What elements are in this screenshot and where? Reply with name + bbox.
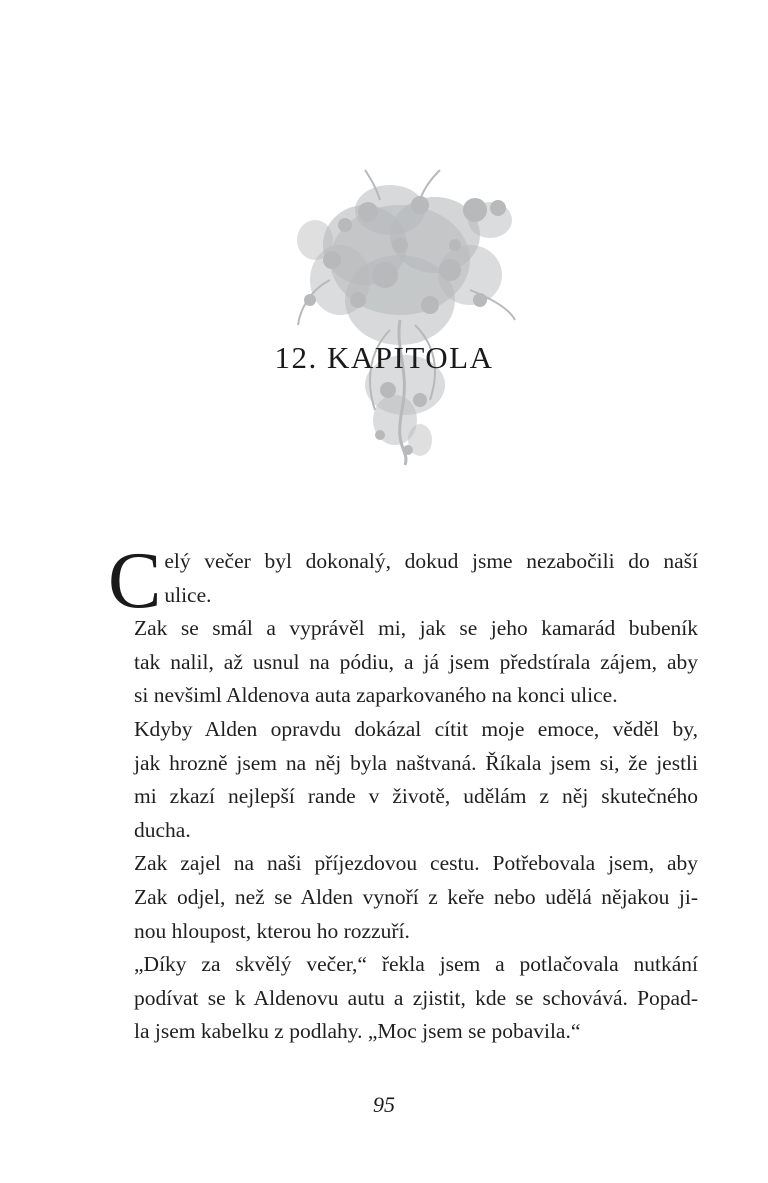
text-line: nou hloupost, kterou ho rozzuří. <box>134 918 410 943</box>
drop-cap: C <box>108 537 162 625</box>
paragraph-3 <box>110 713 698 847</box>
text-line: ulice. <box>164 582 212 607</box>
text-line: Zak zajel na naši příjezdovou cestu. Potřebovala jsem, aby <box>134 851 698 876</box>
page-number: 95 <box>373 1092 395 1117</box>
text-line: la jsem kabelku z podlahy. „Moc jsem se pobavila.“ <box>134 1019 581 1044</box>
text-line: Zak se smál a vyprávěl mi, jak se jeho kamarád bubeník <box>134 616 698 641</box>
text-line: elý večer byl dokonalý, dokud jsme nezabočili do naší <box>164 549 698 573</box>
paragraph-2 <box>110 612 698 713</box>
text-line: mi zkazí nejlepší rande v životě, udělám z něj skutečného <box>134 784 698 809</box>
chapter-heading <box>0 340 768 376</box>
chapter-number: 12. <box>274 340 318 375</box>
paragraph-4 <box>110 847 698 948</box>
text-line: ducha. <box>134 817 191 842</box>
text-line: podívat se k Aldenovu autu a zjistit, kde se schovává. Popad- <box>134 985 698 1010</box>
text-line: jak hrozně jsem na něj byla naštvaná. Říkala jsem si, že jestli <box>134 750 698 775</box>
paragraph-1 <box>108 537 698 625</box>
paragraph-5 <box>110 948 698 1049</box>
text-line: Kdyby Alden opravdu dokázal cítit moje emoce, věděl by, <box>134 716 698 741</box>
text-line: si nevšiml Aldenova auta zaparkovaného na konci ulice. <box>134 683 618 708</box>
text-line: tak nalil, až usnul na pódiu, a já jsem předstírala zájem, aby <box>134 649 698 674</box>
chapter-body-text <box>108 537 698 1049</box>
text-line: Zak odjel, než se Alden vynoří z keře nebo udělá nějakou ji- <box>134 884 698 909</box>
floral-ornament-illustration <box>270 150 535 470</box>
text-line: „Díky za skvělý večer,“ řekla jsem a potlačovala nutkání <box>134 952 698 977</box>
chapter-title-text: KAPITOLA <box>327 340 494 375</box>
